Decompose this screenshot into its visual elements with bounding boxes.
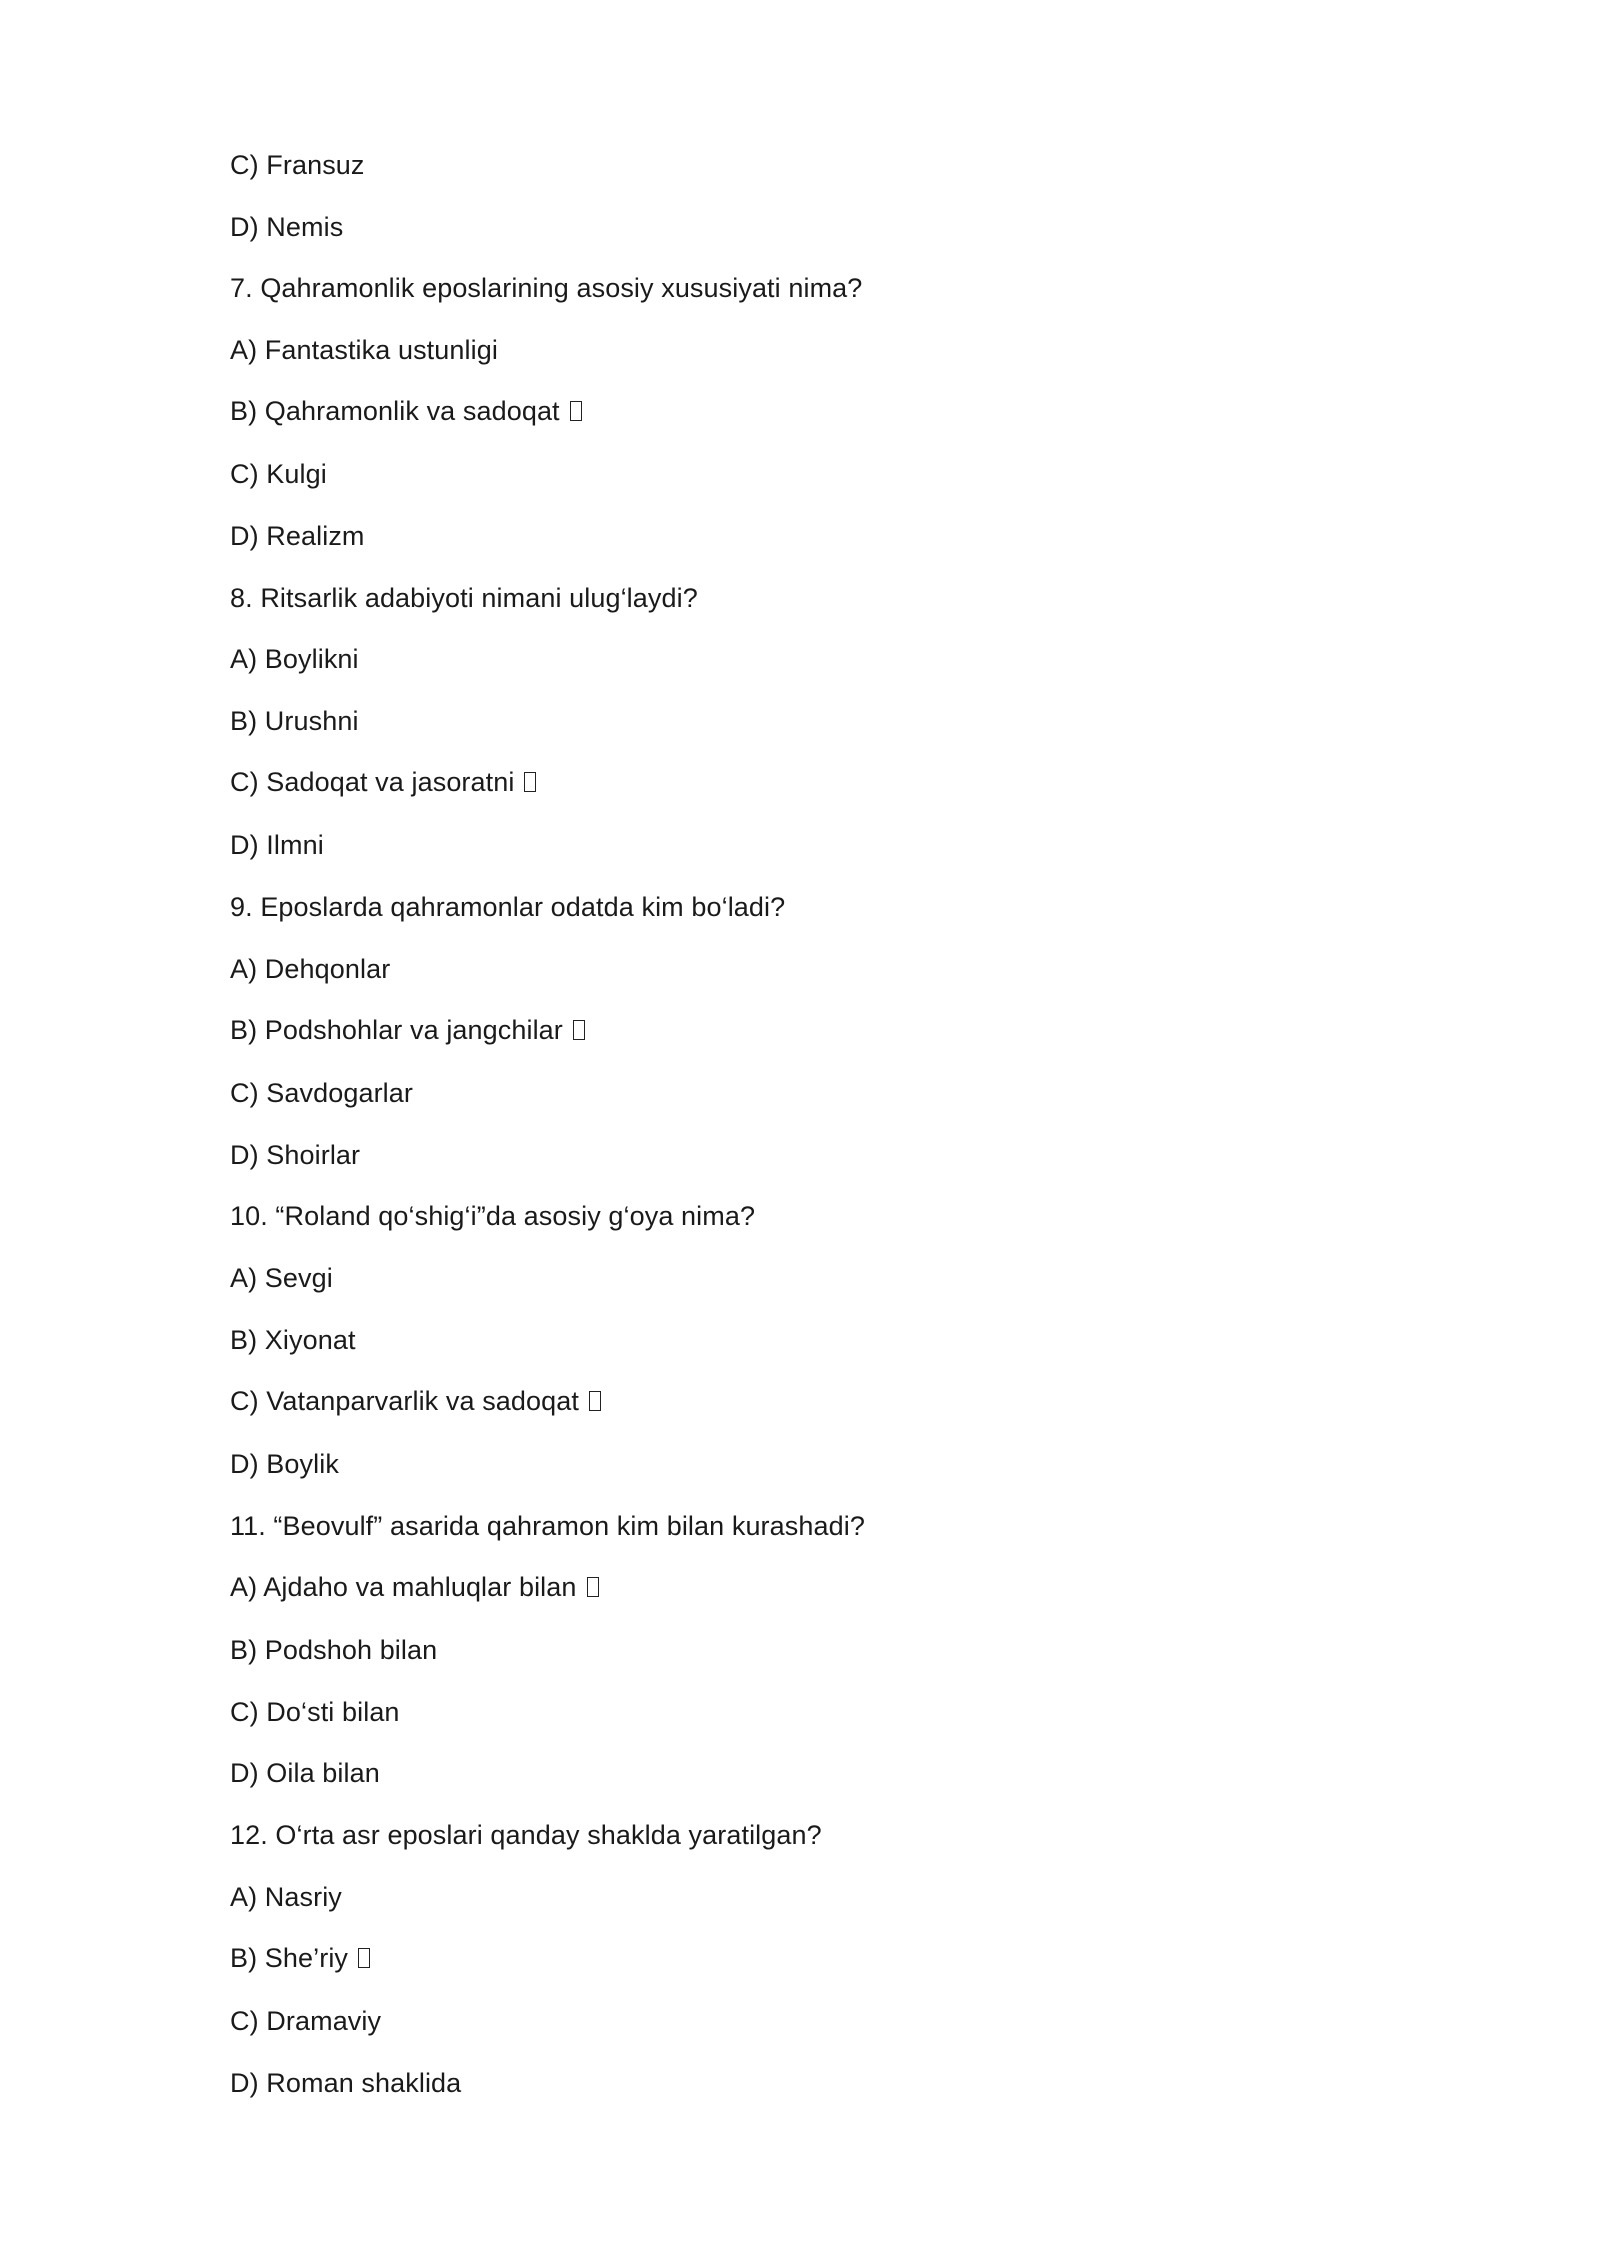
missing-glyph-icon (524, 772, 536, 792)
answer-option (230, 765, 1430, 799)
option-label: C) Savdogarlar (230, 1078, 413, 1109)
question-label: 10. “Roland qo‘shig‘i”da asosiy g‘oya nima? (230, 1201, 756, 1232)
option-label: D) Shoirlar (230, 1139, 361, 1170)
option-label: D) Nemis (230, 211, 344, 242)
option-label: A) Sevgi (230, 1262, 333, 1293)
option-label: C) Kulgi (230, 459, 327, 490)
answer-option (230, 1138, 1430, 1172)
answer-option (230, 457, 1430, 491)
option-label: B) She’riy (230, 1943, 349, 1974)
answer-option (230, 1880, 1430, 1914)
answer-option (230, 828, 1430, 862)
option-label: D) Roman shaklida (230, 2067, 462, 2098)
answer-option (230, 2004, 1430, 2038)
option-label: B) Podshoh bilan (230, 1635, 438, 1666)
answer-option (230, 704, 1430, 738)
option-label: C) Do‘sti bilan (230, 1696, 400, 1727)
question-label: 11. “Beovulf” asarida qahramon kim bilan kurashadi? (230, 1510, 865, 1541)
question-label: 7. Qahramonlik eposlarining asosiy xususiyati nima? (230, 273, 863, 304)
missing-glyph-icon (358, 1948, 370, 1968)
option-label: B) Xiyonat (230, 1324, 356, 1355)
answer-option (230, 642, 1430, 676)
option-label: A) Ajdaho va mahluqlar bilan (230, 1572, 577, 1603)
missing-glyph-icon (573, 1020, 585, 1040)
option-label: C) Dramaviy (230, 2006, 382, 2037)
option-label: C) Sadoqat va jasoratni (230, 767, 515, 798)
option-label: C) Fransuz (230, 150, 365, 180)
answer-option (230, 1941, 1430, 1975)
answer-option (230, 1261, 1430, 1295)
answer-option (230, 394, 1430, 428)
option-label: A) Fantastika ustunligi (230, 334, 498, 365)
question-text (230, 1199, 1430, 1233)
option-label: A) Dehqonlar (230, 953, 391, 984)
option-label: C) Vatanparvarlik va sadoqat (230, 1386, 579, 1417)
option-label: B) Qahramonlik va sadoqat (230, 396, 560, 427)
answer-option (230, 1384, 1430, 1418)
answer-option (230, 148, 1430, 182)
question-label: 12. O‘rta asr eposlari qanday shaklda yaratilgan? (230, 1820, 822, 1851)
answer-option (230, 1013, 1430, 1047)
option-label: B) Podshohlar va jangchilar (230, 1015, 563, 1046)
option-label: D) Boylik (230, 1449, 339, 1480)
missing-glyph-icon (587, 1577, 599, 1597)
question-label: 9. Eposlarda qahramonlar odatda kim bo‘ladi? (230, 891, 786, 922)
answer-option (230, 1076, 1430, 1110)
missing-glyph-icon (570, 401, 582, 421)
answer-option (230, 1756, 1430, 1790)
answer-option (230, 1633, 1430, 1667)
option-label: D) Oila bilan (230, 1758, 380, 1789)
answer-option (230, 519, 1430, 553)
document-body (230, 148, 1430, 2127)
answer-option (230, 1570, 1430, 1604)
answer-option (230, 1447, 1430, 1481)
question-text (230, 1818, 1430, 1852)
missing-glyph-icon (589, 1391, 601, 1411)
question-text (230, 1509, 1430, 1543)
question-label: 8. Ritsarlik adabiyoti nimani ulug‘laydi? (230, 582, 698, 613)
question-text (230, 581, 1430, 615)
option-label: A) Nasriy (230, 1881, 342, 1912)
answer-option (230, 2066, 1430, 2100)
option-label: D) Realizm (230, 520, 365, 551)
question-text (230, 271, 1430, 305)
option-label: D) Ilmni (230, 830, 324, 861)
answer-option (230, 333, 1430, 367)
answer-option (230, 1695, 1430, 1729)
option-label: A) Boylikni (230, 644, 359, 675)
option-label: B) Urushni (230, 705, 359, 736)
question-text (230, 890, 1430, 924)
answer-option (230, 952, 1430, 986)
answer-option (230, 210, 1430, 244)
answer-option (230, 1323, 1430, 1357)
